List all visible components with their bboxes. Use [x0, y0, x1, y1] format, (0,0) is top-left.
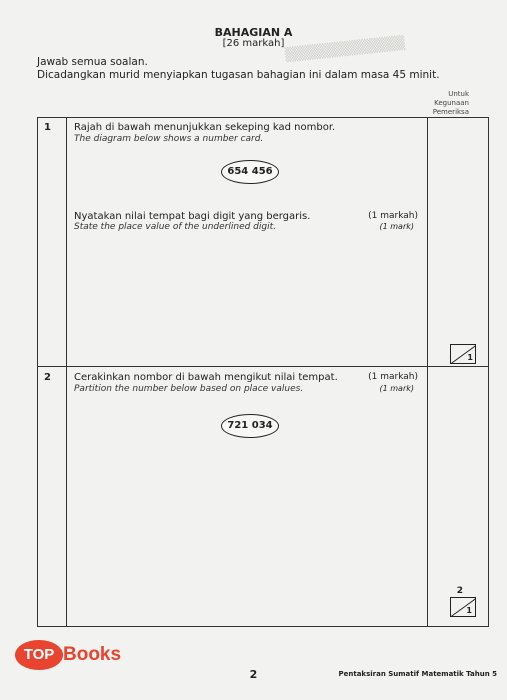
question-1-number: 1 — [44, 122, 51, 133]
question-2-box-num: 1 — [466, 606, 472, 615]
examiner-label-line3: Pemeriksa — [432, 108, 469, 116]
question-2-mark-en: (1 mark) — [379, 384, 414, 393]
question-1-box-total: 1 — [467, 353, 473, 362]
question-1-number-card — [221, 160, 279, 184]
logo-top: TOP — [15, 640, 63, 670]
question-1-text-ms: Rajah di bawah menunjukkan sekeping kad nombor. — [74, 122, 336, 133]
question-2-card-value: 721 034 — [227, 420, 273, 431]
section-title: BAHAGIAN A — [214, 26, 293, 39]
question-1-mark-ms: (1 markah) — [368, 211, 418, 221]
question-2-number-card — [221, 414, 279, 438]
question-2-text-ms: Cerakinkan nombor di bawah mengikut nilai tempat. — [74, 372, 338, 383]
question-1-mark-box[interactable] — [450, 344, 476, 364]
examiner-label — [433, 90, 469, 117]
examiner-label-line2: Kegunaan — [434, 99, 469, 107]
question-table — [37, 117, 489, 627]
examiner-label-line1: Untuk — [448, 90, 469, 98]
mark-box-diagonal — [451, 598, 476, 616]
mark-column-divider — [427, 118, 428, 626]
question-1-sub-ms: Nyatakan nilai tempat bagi digit yang bergaris. — [74, 211, 311, 222]
section-marks: [26 markah] — [222, 38, 285, 49]
number-column-divider — [66, 118, 67, 626]
question-2-text-en: Partition the number below based on place values. — [74, 384, 304, 394]
instruction-line-2: Dicadangkan murid menyiapkan tugasan bahagian ini dalam masa 45 minit. — [37, 69, 440, 81]
logo-books: Books — [63, 644, 122, 665]
question-2-mark-ms: (1 markah) — [368, 372, 418, 382]
footer-title: Pentaksiran Sumatif Matematik Tahun 5 — [338, 670, 497, 678]
question-1-card-value: 654 456 — [227, 166, 273, 177]
question-2-number: 2 — [44, 372, 51, 383]
topbooks-logo — [15, 636, 122, 676]
question-2-mark-box[interactable] — [450, 597, 476, 617]
page-number: 2 — [249, 668, 258, 681]
instruction-line-1: Jawab semua soalan. — [37, 56, 148, 68]
question-2-box-total: 2 — [456, 586, 463, 596]
question-1-mark-en: (1 mark) — [379, 222, 414, 231]
ghost-print: ▒▒▒▒▒▒▒▒▒▒▒▒ — [284, 35, 406, 64]
question-1-text-en: The diagram below shows a number card. — [74, 134, 264, 144]
row-divider — [38, 366, 488, 367]
question-1-sub-en: State the place value of the underlined digit. — [74, 222, 276, 232]
